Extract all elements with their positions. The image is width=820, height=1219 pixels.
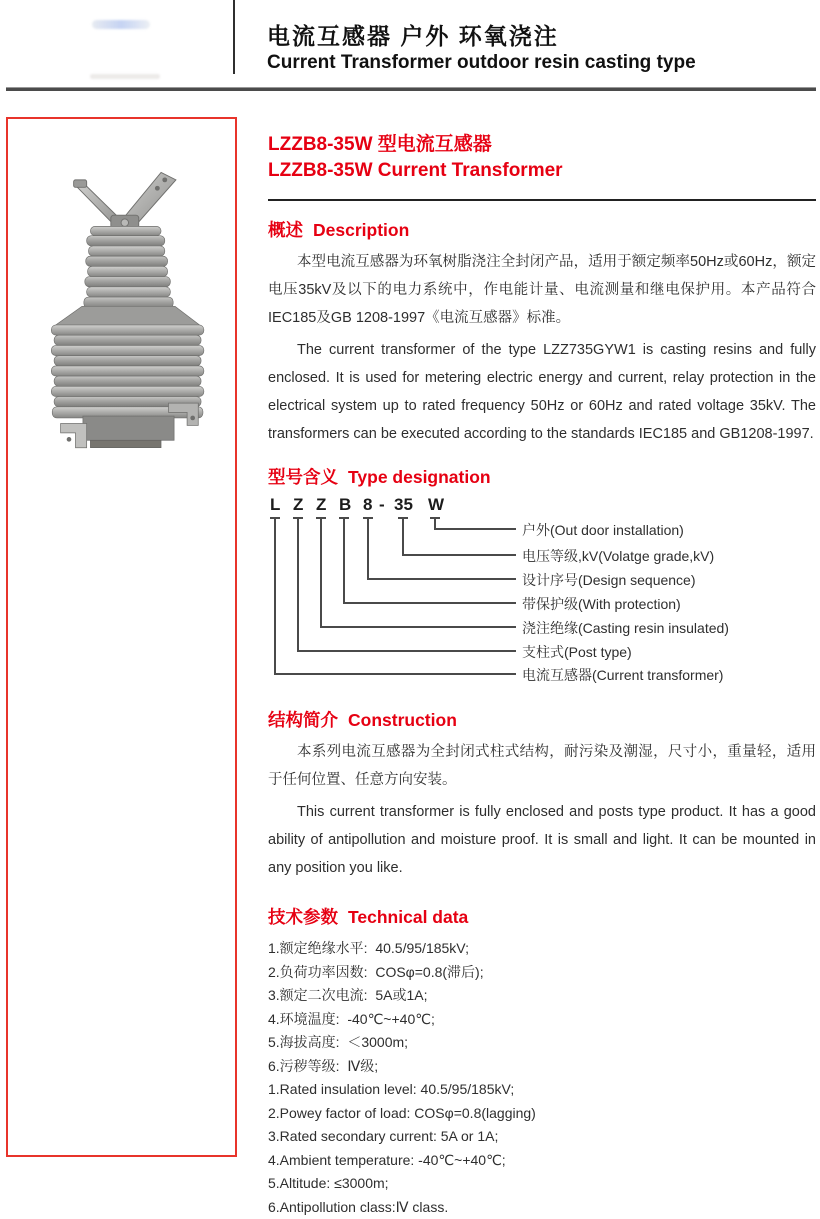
designation-label: 户外(Out door installation)	[522, 520, 684, 540]
tech-item-en: 1.Rated insulation level: 40.5/95/185kV;	[268, 1078, 816, 1102]
tech-item-zh: 3.额定二次电流: 5A或1A;	[268, 984, 816, 1008]
diagram-line	[367, 517, 369, 578]
heading-en: Construction	[348, 710, 457, 730]
tech-item-en: 2.Powey factor of load: COSφ=0.8(lagging)	[268, 1102, 816, 1126]
product-title-en: LZZB8-35W Current Transformer	[268, 158, 816, 184]
description-paragraph-zh: 本型电流互感器为环氧树脂浇注全封闭产品，适用于额定频率50Hz或60Hz，额定电压35kV及以下的电力系统中，作电能计量、电流测量和继电保护用。本产品符合IEC185及GB 1208-1997《电流互感器》标准。	[268, 248, 816, 332]
terminal-arms	[73, 172, 175, 228]
tech-item-en: 3.Rated secondary current: 5A or 1A;	[268, 1125, 816, 1149]
diagram-line	[343, 602, 516, 604]
tech-item-en: 5.Altitude: ≤3000m;	[268, 1172, 816, 1196]
description-paragraph-en: The current transformer of the type LZZ735GYW1 is casting resins and fully enclosed. It is used for metering electric energy and current, relay protection in the electrical system up to rated frequency 50Hz or 60Hz and rated voltage 35kV. The transformers can be executed according to the standards IEC185 and GB1208-1997.	[268, 336, 816, 448]
title-rule	[268, 199, 816, 201]
designation-label: 电流互感器(Current transformer)	[522, 665, 723, 685]
company-logo-subtext-watermark	[90, 74, 160, 79]
diagram-line	[274, 673, 516, 675]
construction-paragraph-en: This current transformer is fully enclosed and posts type product. It has a good ability of antipollution and moisture proof. It is small and light. It can be mounted in any position you like.	[268, 798, 816, 882]
code-char: 35	[394, 495, 413, 515]
diagram-line	[434, 528, 516, 530]
code-char: B	[339, 495, 351, 515]
heading-en: Technical data	[348, 907, 468, 927]
tech-item-en: 4.Ambient temperature: -40℃~+40℃;	[268, 1149, 816, 1173]
tech-item-zh: 1.额定绝缘水平: 40.5/95/185kV;	[268, 937, 816, 961]
section-heading-construction	[268, 707, 816, 732]
designation-label: 支柱式(Post type)	[522, 642, 632, 662]
technical-data-list	[268, 937, 816, 1219]
designation-label: 浇注绝缘(Casting resin insulated)	[522, 618, 729, 638]
diagram-line	[320, 517, 322, 626]
tech-item-en: 6.Antipollution class:Ⅳ class.	[268, 1196, 816, 1219]
diagram-line	[274, 517, 276, 673]
heading-zh: 技术参数	[268, 907, 338, 927]
page-title-en: Current Transformer outdoor resin casting type	[267, 52, 696, 74]
type-designation-diagram	[268, 495, 816, 691]
diagram-line	[434, 517, 436, 528]
code-char: 8	[363, 495, 372, 515]
product-title-zh: LZZB8-35W 型电流互感器	[268, 132, 816, 158]
header-rule	[6, 87, 816, 91]
code-char: W	[428, 495, 444, 515]
code-char: L	[270, 495, 280, 515]
heading-en: Type designation	[348, 467, 491, 487]
section-heading-technical-data	[268, 904, 816, 929]
product-photo-frame	[6, 117, 237, 1157]
designation-label: 带保护级(With protection)	[522, 594, 681, 614]
code-char: Z	[293, 495, 303, 515]
current-transformer-image	[29, 161, 215, 461]
code-char: -	[379, 495, 385, 515]
diagram-line	[320, 626, 516, 628]
page-title-zh: 电流互感器 户外 环氧浇注	[267, 18, 559, 51]
section-heading-description	[268, 217, 816, 242]
header-vertical-divider	[233, 0, 235, 74]
tech-item-zh: 5.海拔高度: ＜3000m;	[268, 1031, 816, 1055]
company-logo-watermark	[92, 20, 150, 29]
code-char: Z	[316, 495, 326, 515]
content-column	[268, 132, 816, 1219]
section-heading-type-designation	[268, 464, 816, 489]
product-photo	[29, 161, 215, 466]
upper-fin-stack	[83, 226, 172, 308]
diagram-line	[297, 650, 516, 652]
diagram-line	[343, 517, 345, 602]
construction-paragraph-zh: 本系列电流互感器为全封闭式柱式结构，耐污染及潮湿，尺寸小，重量轻，适用于任何位置、任意方向安装。	[268, 738, 816, 794]
diagram-line	[367, 578, 516, 580]
designation-label: 电压等级,kV(Volatge grade,kV)	[522, 546, 714, 566]
heading-zh: 型号含义	[268, 467, 338, 487]
diagram-line	[297, 517, 299, 650]
tech-item-zh: 4.环境温度: -40℃~+40℃;	[268, 1008, 816, 1032]
designation-label: 设计序号(Design sequence)	[522, 570, 696, 590]
tech-item-zh: 2.负荷功率因数: COSφ=0.8(滞后);	[268, 961, 816, 985]
heading-zh: 结构简介	[268, 710, 338, 730]
diagram-line	[402, 554, 516, 556]
shoulder	[53, 306, 202, 326]
heading-zh: 概述	[268, 220, 303, 240]
tech-item-zh: 6.污秽等级: Ⅳ级;	[268, 1055, 816, 1079]
diagram-line	[402, 517, 404, 554]
heading-en: Description	[313, 220, 409, 240]
